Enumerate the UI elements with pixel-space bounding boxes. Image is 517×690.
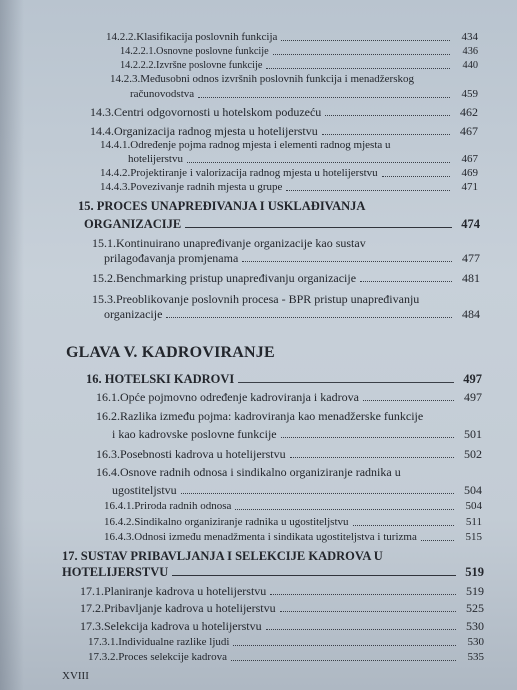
toc-entry: prilagođavanja promjenama 477 [104, 251, 480, 265]
toc-entry: ugostiteljstvu 504 [112, 483, 482, 497]
toc-entry: 17.3.2.Proces selekcije kadrova 535 [88, 651, 484, 663]
toc-entry: 16.4.3.Odnosi između menadžmenta i sindikata ugostiteljstva i turizma 515 [104, 531, 482, 543]
toc-entry: hotelijerstvu 467 [128, 153, 478, 165]
toc-entry-line: 14.4.1.Određenje pojma radnog mjesta i elementi radnog mjesta u [100, 139, 391, 151]
chapter-title-line: 15. PROCES UNAPREĐIVANJA I USKLAĐIVANJA [78, 199, 366, 213]
page-number: XVIII [62, 670, 89, 682]
toc-chapter: 16. HOTELSKI KADROVI 497 [86, 372, 482, 386]
toc-chapter: HOTELIJERSTVU 519 [62, 565, 484, 579]
toc-entry: 16.4.2.Sindikalno organiziranje radnika u ugostiteljstvu 511 [104, 516, 482, 528]
toc-entry: 14.2.2.2.Izvršne poslovne funkcije 440 [120, 60, 478, 71]
toc-entry: 16.3.Posebnosti kadrova u hotelijerstvu 502 [96, 447, 482, 461]
toc-entry: 14.3.Centri odgovornosti u hotelskom poduzeću 462 [90, 105, 478, 119]
toc-entry: 14.2.2.1.Osnovne poslovne funkcije 436 [120, 46, 478, 57]
toc-entry: 16.4.1.Priroda radnih odnosa 504 [104, 500, 482, 512]
toc-entry: organizacije 484 [104, 307, 480, 321]
toc-entry: 17.3.Selekcija kadrova u hotelijerstvu 530 [80, 619, 484, 633]
toc-entry: 17.1.Planiranje kadrova u hotelijerstvu 519 [80, 584, 484, 598]
toc-entry: 15.2.Benchmarking pristup unapređivanju organizacije 481 [92, 271, 480, 285]
toc-chapter: ORGANIZACIJE 474 [84, 217, 480, 231]
toc-entry-line: 15.1.Kontinuirano unapređivanje organizacije kao sustav [92, 236, 366, 250]
toc-entry: 17.2.Pribavljanje kadrova u hotelijerstvu 525 [80, 601, 484, 615]
toc-entry: 14.2.2.Klasifikacija poslovnih funkcija 434 [106, 31, 478, 43]
toc-entry: 16.1.Opće pojmovno određenje kadroviranja i kadrova 497 [96, 390, 482, 404]
toc-entry-line: 16.2.Razlika između pojma: kadroviranja kao menadžerske funkcije [96, 409, 424, 423]
toc-entry: i kao kadrovske poslovne funkcije 501 [112, 427, 482, 441]
toc-entry-line: 16.4.Osnove radnih odnosa i sindikalno organiziranje radnika u [96, 465, 401, 479]
toc-entry: 14.4.2.Projektiranje i valorizacija radnog mjesta u hotelijerstvu 469 [100, 167, 478, 179]
chapter-title-line: 17. SUSTAV PRIBAVLJANJA I SELEKCIJE KADROVA U [62, 549, 383, 563]
toc-entry-line: 15.3.Preoblikovanje poslovnih procesa - BPR pristup unapređivanju [92, 292, 420, 306]
toc-entry-line: 14.2.3.Međusobni odnos izvršnih poslovnih funkcija i menadžerskog [110, 73, 414, 85]
toc-entry: 14.4.Organizacija radnog mjesta u hotelijerstvu 467 [90, 124, 478, 138]
toc-entry: računovodstva 459 [130, 88, 478, 100]
part-heading: GLAVA V. KADROVIRANJE [66, 344, 275, 361]
toc-entry: 17.3.1.Individualne razlike ljudi 530 [88, 636, 484, 648]
toc-entry: 14.4.3.Povezivanje radnih mjesta u grupe 471 [100, 181, 478, 193]
